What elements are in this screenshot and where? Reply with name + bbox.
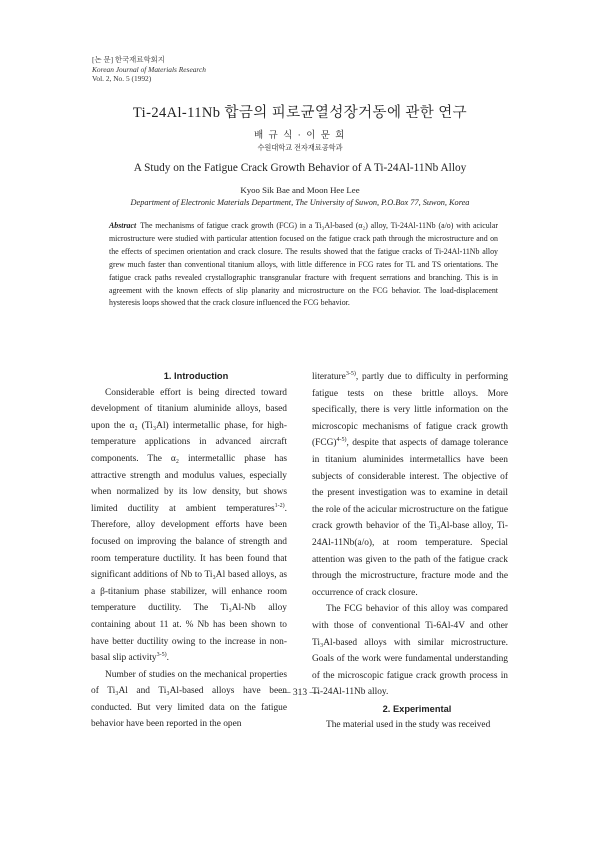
paragraph-text: Considerable effort is being directed toward development of titanium aluminide alloys, based upon the α₂ (Ti₃Al) intermetallic phase, for high-temperature applications in advanced aircraft components. The α₂ intermetallic phase has attractive strength and modulus values, especially when normalized by its low density, but shows limited ductility at ambient temperatures [91,387,287,514]
abstract [109,220,498,310]
paragraph: Number of studies on the mechanical properties of Ti₃Al and Ti₃Al-based alloys have been conducted. But very limited data on the fatigue behavior have been reported in the open [91,669,287,730]
affiliation-english: Department of Electronic Materials Department, The University of Suwon, P.O.Box 77, Suwon, Korea [130,198,470,207]
journal-header-line2: Korean Journal of Materials Research [92,64,206,74]
title-korean: Ti-24Al-11Nb 합금의 피로균열성장거동에 관한 연구 [132,105,468,121]
journal-header-line1: [논 문] 한국재료학회지 [92,55,165,64]
citation: 1-2) [274,502,285,509]
left-column [91,368,287,733]
authors-korean: 배 규 식 · 이 문 희 [254,131,346,141]
paragraph: The material used in the study was received [326,720,491,731]
citation: 4-5) [336,437,347,444]
paragraph-text: literature [312,372,346,382]
journal-header-line3: Vol. 2, No. 5 (1992) [92,74,152,84]
journal-header [92,55,206,84]
paragraph: The FCG behavior of this alloy was compared with those of conventional Ti-6Al-4V and other Ti₃Al-based alloys with similar microstructure. Goals of the work were fundamental understanding of the microscopic fatigue crack growth process in Ti-24Al-11Nb alloy. [312,604,508,698]
page-number: — 313 — [281,688,319,698]
section-heading-experimental: 2. Experimental [382,703,452,714]
citation: 3-5) [345,370,356,377]
authors-english: Kyoo Sik Bae and Moon Hee Lee [240,185,360,195]
paragraph-text: , partly due to difficulty in performing fatigue tests on these brittle alloys. More specifically, there is very little information on the microscopic mechanisms of fatigue crack growth (FCG) [312,372,508,449]
affiliation-korean: 수원대학교 전자재료공학과 [257,144,343,152]
paragraph [91,385,287,667]
right-column [312,369,508,734]
section-heading-introduction: 1. Introduction [163,371,229,381]
citation: 3-5) [156,651,167,658]
paragraph-text: . Therefore, alloy development efforts have been focused on improving the balance of strength and room temperature ductility. It has been found that significant additions of Nb to Ti₃Al based alloys, as a β-titanium phase stabilizer, will enhance room temperature ductility. The Ti₃Al-Nb alloy containing about 11 at. % Nb has been shown to have better ductility owing to the increase in non-basal slip activity [91,503,287,664]
abstract-text: The mechanisms of fatigue crack growth (FCG) in a Ti₃Al-based (α₂) alloy, Ti-24Al-11Nb (a/o) with acicular microstructure were studied with particular attention focused on the fatigue crack path through the microstructure and on the effects of specimen orientation and crack closure. The results showed that the fatigue cracks of Ti-24Al-11Nb alloy grew much faster than conventional titanium alloys, with little difference in FCG rates for TL and TS orientations. The fatigue crack paths revealed crystallographic transgranular fracture with frequent serrations and branching. This is in agreement with the known effects of slip planarity and microstructure on the FCG behavior. The load-displacement hysteresis loops showed that the crack closure influenced the FCG behavior. [109,221,498,308]
paragraph [312,369,508,601]
paragraph-text: , despite that aspects of damage tolerance in titanium aluminides intermetallics have been subjects of considerable interest. The objective of the present investigation was to examine in detail the role of the acicular microstructure on the fatigue crack growth behavior of the Ti₃Al-base alloy, Ti-24Al-11Nb(a/o), at room temperature. Special attention was given to the path of the fatigue crack through the microstructure, fracture mode and the occurrence of crack closure. [312,438,508,598]
title-english: A Study on the Fatigue Crack Growth Behavior of A Ti-24Al-11Nb Alloy [133,162,467,174]
paragraph-text: . [166,653,169,664]
abstract-label: Abstract [109,221,137,230]
